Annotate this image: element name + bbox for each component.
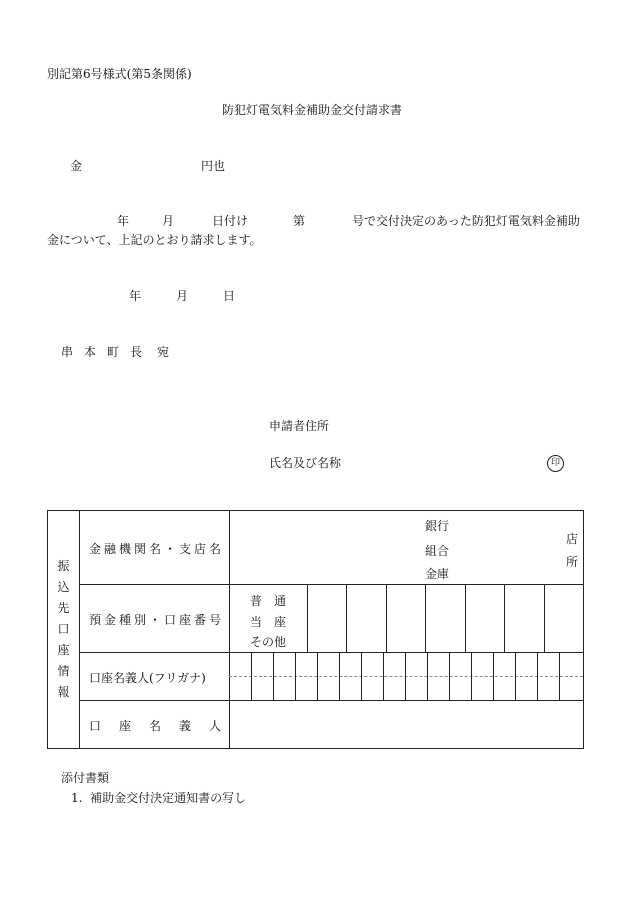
para-dai: 第 <box>293 214 306 228</box>
bank-account-table <box>47 510 584 749</box>
addressee-2: 本 <box>84 345 97 359</box>
table-divider <box>79 584 583 585</box>
bank-type-kinko: 金庫 <box>425 567 450 581</box>
account-type-other: その他 <box>250 635 287 649</box>
seal-mark: 印 <box>547 455 564 472</box>
holder-kana-label: 口座名義人(フリガナ) <box>89 671 206 685</box>
applicant-address-label: 申請者住所 <box>269 419 330 433</box>
kana-box-divider <box>471 652 472 700</box>
para-date-label: 日付け <box>212 214 249 228</box>
kana-box-divider <box>273 652 274 700</box>
account-type-label: 預金種別・口座番号 <box>89 613 225 627</box>
kana-box-divider <box>515 652 516 700</box>
kana-row-midline <box>229 676 583 677</box>
kana-box-divider <box>339 652 340 700</box>
kana-box-divider <box>295 652 296 700</box>
bank-type-ginko: 銀行 <box>425 519 450 533</box>
kana-box-divider <box>427 652 428 700</box>
addressee-1: 串 <box>61 345 74 359</box>
table-divider <box>229 511 230 748</box>
account-number-box-divider <box>307 584 308 652</box>
institution-label: 金融機関名・支店名 <box>89 542 225 556</box>
account-number-box-divider <box>544 584 545 652</box>
amount-prefix: 金 <box>70 159 83 173</box>
para-month: 月 <box>162 214 175 228</box>
branch-type-ten: 店 <box>566 532 579 546</box>
document-title: 防犯灯電気料金補助金交付請求書 <box>222 103 403 117</box>
para-rest: 号で交付決定のあった防犯灯電気料金補助 <box>352 214 580 228</box>
holder-label: 口座名義人 <box>89 719 240 733</box>
addressee-5: 宛 <box>157 345 170 359</box>
account-number-box-divider <box>346 584 347 652</box>
account-type-futsu: 普 通 <box>250 594 287 608</box>
kana-box-divider <box>449 652 450 700</box>
kana-box-divider <box>251 652 252 700</box>
table-divider <box>79 700 583 701</box>
para-line2: 金について、上記のとおり請求します。 <box>47 233 262 247</box>
request-day: 日 <box>223 289 236 303</box>
table-divider <box>79 511 80 748</box>
request-year: 年 <box>129 289 142 303</box>
branch-type-sho: 所 <box>566 555 579 569</box>
amount-suffix: 円也 <box>201 159 226 173</box>
addressee-4: 長 <box>130 345 143 359</box>
attachments-heading: 添付書類 <box>61 771 110 785</box>
kana-box-divider <box>559 652 560 700</box>
kana-box-divider <box>493 652 494 700</box>
kana-box-divider <box>537 652 538 700</box>
attachment-item: 1. 補助金交付決定通知書の写し <box>71 791 247 805</box>
transfer-account-info-header: 振 込 先 口 座 情 報 <box>57 559 70 699</box>
applicant-name-label: 氏名及び名称 <box>269 456 342 470</box>
kana-box-divider <box>317 652 318 700</box>
account-number-box-divider <box>465 584 466 652</box>
addressee-3: 町 <box>107 345 120 359</box>
request-month: 月 <box>176 289 189 303</box>
account-number-box-divider <box>386 584 387 652</box>
kana-box-divider <box>383 652 384 700</box>
kana-box-divider <box>405 652 406 700</box>
bank-type-kumiai: 組合 <box>425 544 450 558</box>
account-number-box-divider <box>504 584 505 652</box>
form-number: 別記第6号様式(第5条関係) <box>47 67 192 81</box>
account-type-toza: 当 座 <box>250 615 287 629</box>
kana-box-divider <box>361 652 362 700</box>
para-year: 年 <box>117 214 130 228</box>
table-divider <box>79 652 583 653</box>
account-number-box-divider <box>425 584 426 652</box>
